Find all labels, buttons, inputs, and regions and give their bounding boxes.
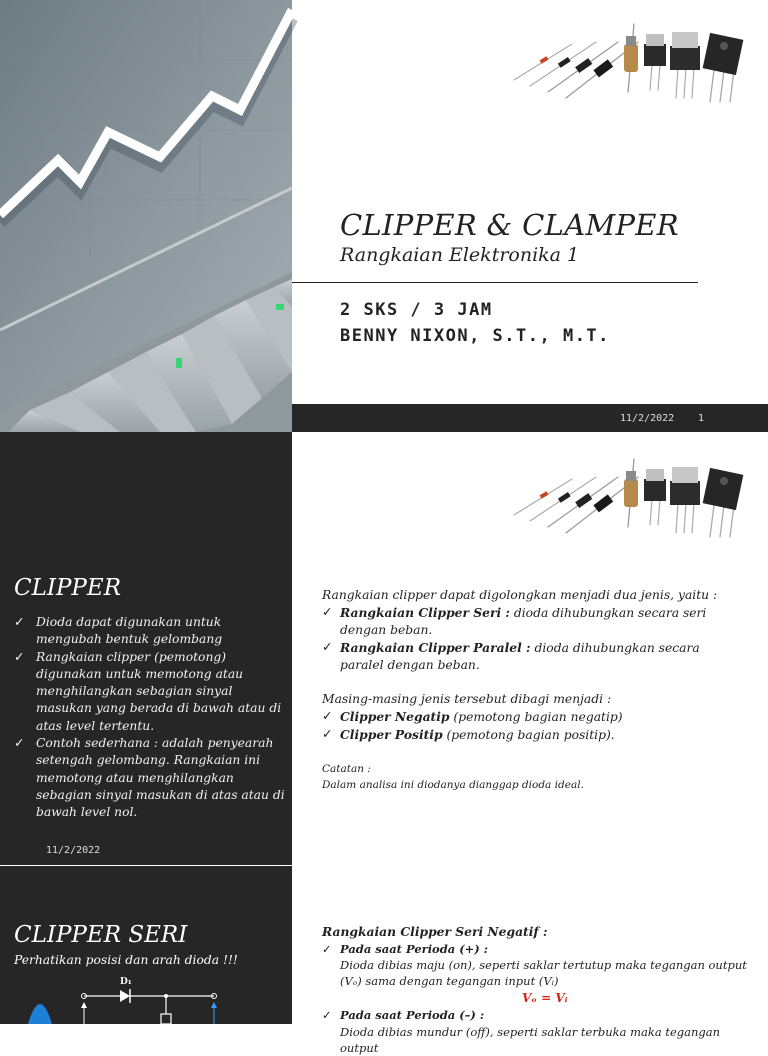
presentation-subtitle: Rangkaian Elektronika 1 xyxy=(340,244,580,266)
period-description: Dioda dibias mundur (off), seperti saklar terbuka maka tegangan output xyxy=(340,1024,721,1055)
clipper-seri-text xyxy=(322,924,752,1056)
clipper-subtype-list xyxy=(322,708,742,744)
list-item: ✓ Contoh sederhana : adalah penyearah setengah gelombang. Rangkaian ini memotong atau menghilangkan sebagian sinyal masukan di atas atau di bawah level nol. xyxy=(14,736,285,820)
clipper-type-list xyxy=(322,604,742,674)
checkmark-icon: ✓ xyxy=(322,640,333,654)
list-item: ✓ Dioda dapat digunakan untuk mengubah bentuk gelombang xyxy=(14,615,223,647)
author-name: BENNY NIXON, S.T., M.T. xyxy=(340,326,610,346)
checkmark-icon: ✓ xyxy=(14,615,25,629)
presentation-title: CLIPPER & CLAMPER xyxy=(340,208,679,242)
course-credits: 2 SKS / 3 JAM xyxy=(340,300,493,320)
list-item: ✓ Rangkaian Clipper Seri : dioda dihubungkan secara seri dengan beban. xyxy=(322,605,707,637)
output-formula: Vₒ = Vᵢ xyxy=(522,991,568,1005)
slide-heading: CLIPPER xyxy=(14,575,122,601)
title-divider xyxy=(292,282,698,283)
title-slide xyxy=(0,0,768,432)
clipper-seri-slide xyxy=(0,866,768,1055)
list-item: ✓ Pada saat Perioda (–) : xyxy=(322,1008,485,1022)
slide-heading: CLIPPER SERI xyxy=(14,922,188,948)
slide-number: 1 xyxy=(698,413,705,424)
footer-date: 11/2/2022 xyxy=(620,413,675,424)
checkmark-icon: ✓ xyxy=(322,605,333,619)
electronic-components-photo xyxy=(510,446,760,542)
list-item: ✓ Rangkaian Clipper Paralel : dioda dihubungkan secara paralel dengan beban. xyxy=(322,640,700,672)
note-text: Dalam analisa ini diodanya dianggap dioda ideal. xyxy=(322,779,584,791)
clipper-slide xyxy=(0,432,768,865)
electronic-components-photo xyxy=(510,14,760,104)
subtypes-intro: Masing-masing jenis tersebut dibagi menjadi : xyxy=(322,692,612,706)
checkmark-icon: ✓ xyxy=(14,736,25,751)
checkmark-icon: ✓ xyxy=(322,727,333,741)
staircase-growth-photo xyxy=(0,0,292,432)
list-item: ✓ Clipper Positip (pemotong bagian positip). xyxy=(322,727,615,742)
list-item: ✓ Pada saat Perioda (+) : xyxy=(322,941,488,956)
diode-label: D₁ xyxy=(120,977,132,987)
clipper-bullet-list xyxy=(14,614,286,822)
types-intro: Rangkaian clipper dapat digolongkan menjadi dua jenis, yaitu : xyxy=(322,588,718,602)
footer-date: 11/2/2022 xyxy=(46,845,101,856)
checkmark-icon: ✓ xyxy=(322,709,333,723)
checkmark-icon: ✓ xyxy=(322,941,332,956)
checkmark-icon: ✓ xyxy=(14,649,25,664)
clipper-types-text xyxy=(322,587,742,793)
note-label: Catatan : xyxy=(322,763,371,775)
section-title: Rangkaian Clipper Seri Negatif : xyxy=(322,924,548,939)
slide-subheading: Perhatikan posisi dan arah dioda !!! xyxy=(14,953,238,967)
period-description: Dioda dibias maju (on), seperti saklar tertutup maka tegangan output (Vₒ) sama dengan tegangan input (Vᵢ) xyxy=(340,958,747,988)
dark-side-panel xyxy=(0,432,292,865)
footer-bar xyxy=(292,404,768,432)
list-item: ✓ Clipper Negatip (pemotong bagian negatip) xyxy=(322,709,623,724)
list-item: ✓ Rangkaian clipper (pemotong) digunakan untuk memotong atau menghilangkan sebagian sinyal masukan yang berada di bawah atau di atas level tertentu. xyxy=(14,649,282,733)
checkmark-icon: ✓ xyxy=(322,1008,332,1022)
dark-side-panel xyxy=(0,866,292,1024)
series-clipper-circuit-diagram xyxy=(20,974,280,1024)
